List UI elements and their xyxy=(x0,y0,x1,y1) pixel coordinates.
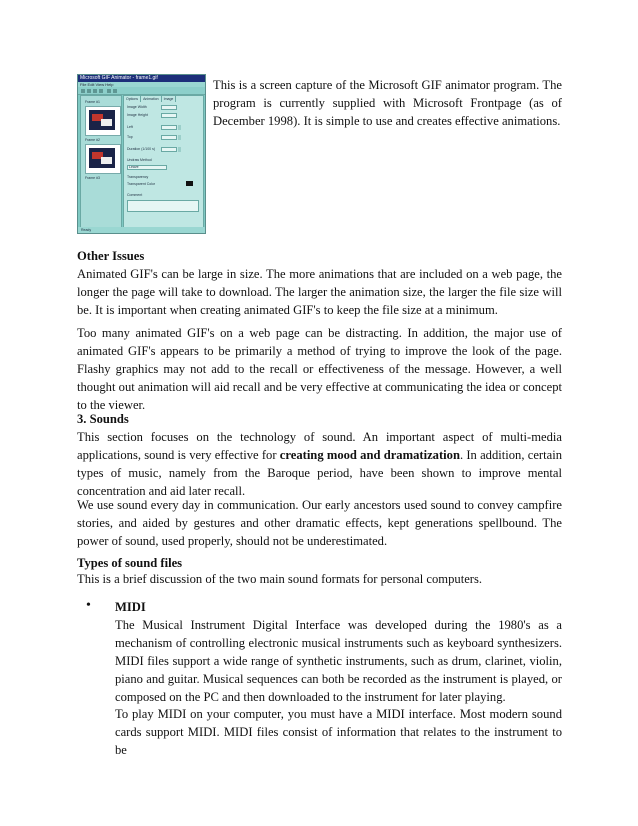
field-label: Image Height xyxy=(127,113,148,117)
flag-image-icon xyxy=(89,148,115,168)
toolbar-button-icon xyxy=(87,89,91,93)
section-heading-sounds: 3. Sounds xyxy=(77,412,129,426)
paragraph xyxy=(77,428,562,500)
field-label: Undraw Method xyxy=(127,158,152,162)
field-row xyxy=(127,113,197,118)
paragraph: The Musical Instrument Digital Interface was developed during the 1980's as a mechanism of controlling electronic musical instruments such as keyboard synthesizers. MIDI files support a wide range of synthetic instruments, such as drum, clarinet, violin, piano and guitar. Musical sequences can both be recorded as the instrument is played, or composed on the PC and then downloaded to the instrument for later playing. xyxy=(115,618,562,704)
field-label: Duration (1/100 s) xyxy=(127,147,156,151)
field-row xyxy=(127,147,197,152)
tab-options: Options xyxy=(124,96,141,102)
spinner-icon xyxy=(178,125,181,130)
comment-box xyxy=(127,200,199,212)
field-row xyxy=(127,105,197,110)
frame-label: Frame #2 xyxy=(85,138,100,142)
spinner-icon xyxy=(178,147,181,152)
field-label: Leave xyxy=(129,165,139,169)
field-row xyxy=(127,175,197,180)
screenshot-statusbar: Ready xyxy=(78,227,205,233)
section-heading-other-issues: Other Issues xyxy=(77,249,145,263)
field-label: Transparency xyxy=(127,175,149,179)
bullet-icon: • xyxy=(86,598,91,613)
frame-label: Frame #1 xyxy=(85,100,100,104)
screenshot-titlebar: Microsoft GIF Animator - frame1.gif xyxy=(78,75,205,82)
field-label: Transparent Color xyxy=(127,182,156,186)
bold-text-run: creating mood and dramatization xyxy=(279,448,460,462)
gif-animator-screenshot xyxy=(77,74,206,234)
field-label: Top xyxy=(127,135,133,139)
field-row xyxy=(127,193,197,198)
toolbar-button-icon xyxy=(81,89,85,93)
paragraph: Animated GIF's can be large in size. The more animations that are included on a web page, the longer the page will take to download. The larger the animation size, the larger the file size will be. It is important when creating animated GIF's to keep the file size at a minimum. xyxy=(77,267,562,317)
spinner-icon xyxy=(178,135,181,140)
field-label: Image Width xyxy=(127,105,147,109)
field-box xyxy=(161,105,177,110)
field-row xyxy=(127,135,197,140)
field-row xyxy=(127,158,197,163)
field-row xyxy=(127,165,197,170)
frame-label: Frame #3 xyxy=(85,176,100,180)
paragraph: Too many animated GIF's on a web page can be distracting. In addition, the major use of animated GIF's appears to be primarily a method of trying to improve the look of the page. Flashy graphics may not add to the recall or effectiveness of the message. However, a well thought out animation will aid recall and be very effective at communicating the idea or concept to the viewer. xyxy=(77,326,562,412)
screenshot-menubar: File Edit View Help xyxy=(78,82,205,87)
panel-tabs xyxy=(124,96,203,102)
screenshot-toolbar xyxy=(78,87,205,95)
paragraph: We use sound every day in communication. Our early ancestors used sound to convey campfire stories, and aided by gestures and other dramatic effects, kept generations spellbound. The power of sound, used properly, should not be underestimated. xyxy=(77,498,562,548)
text-run: . In addition, certain types of music, namely from the Baroque period, have been shown to improve mental concentration and aid later recall. xyxy=(77,448,562,498)
field-row xyxy=(127,125,197,130)
paragraph: To play MIDI on your computer, you must have a MIDI interface. Most modern sound cards support MIDI. MIDI files consist of information that relates to the instrument to be xyxy=(115,707,562,757)
toolbar-button-icon xyxy=(107,89,111,93)
screenshot-caption: This is a screen capture of the Microsoft GIF animator program. The program is currently supplied with Microsoft Frontpage (as of December 1998). It is simple to use and creates effective animations. xyxy=(213,78,562,128)
toolbar-button-icon xyxy=(99,89,103,93)
paragraph: This is a brief discussion of the two main sound formats for personal computers. xyxy=(77,572,483,586)
field-box xyxy=(161,113,177,118)
field-box xyxy=(161,125,177,130)
flag-image-icon xyxy=(89,110,115,130)
color-swatch xyxy=(186,181,193,186)
properties-panel xyxy=(123,95,204,231)
frame-thumbnail xyxy=(85,106,121,136)
frame-thumbnail xyxy=(85,144,121,174)
field-box xyxy=(161,147,177,152)
list-heading-midi: MIDI xyxy=(115,600,146,614)
field-box xyxy=(161,135,177,140)
toolbar-button-icon xyxy=(93,89,97,93)
tab-animation: Animation xyxy=(141,96,162,102)
field-label: Left xyxy=(127,125,133,129)
toolbar-button-icon xyxy=(113,89,117,93)
tab-image: Image xyxy=(162,96,177,102)
section-heading-types: Types of sound files xyxy=(77,556,183,570)
frame-list xyxy=(80,95,122,231)
field-label: Comment xyxy=(127,193,143,197)
text-run: This section focuses on the technology of sound. An important aspect of multi-media applications, sound is very effective for xyxy=(77,430,562,462)
